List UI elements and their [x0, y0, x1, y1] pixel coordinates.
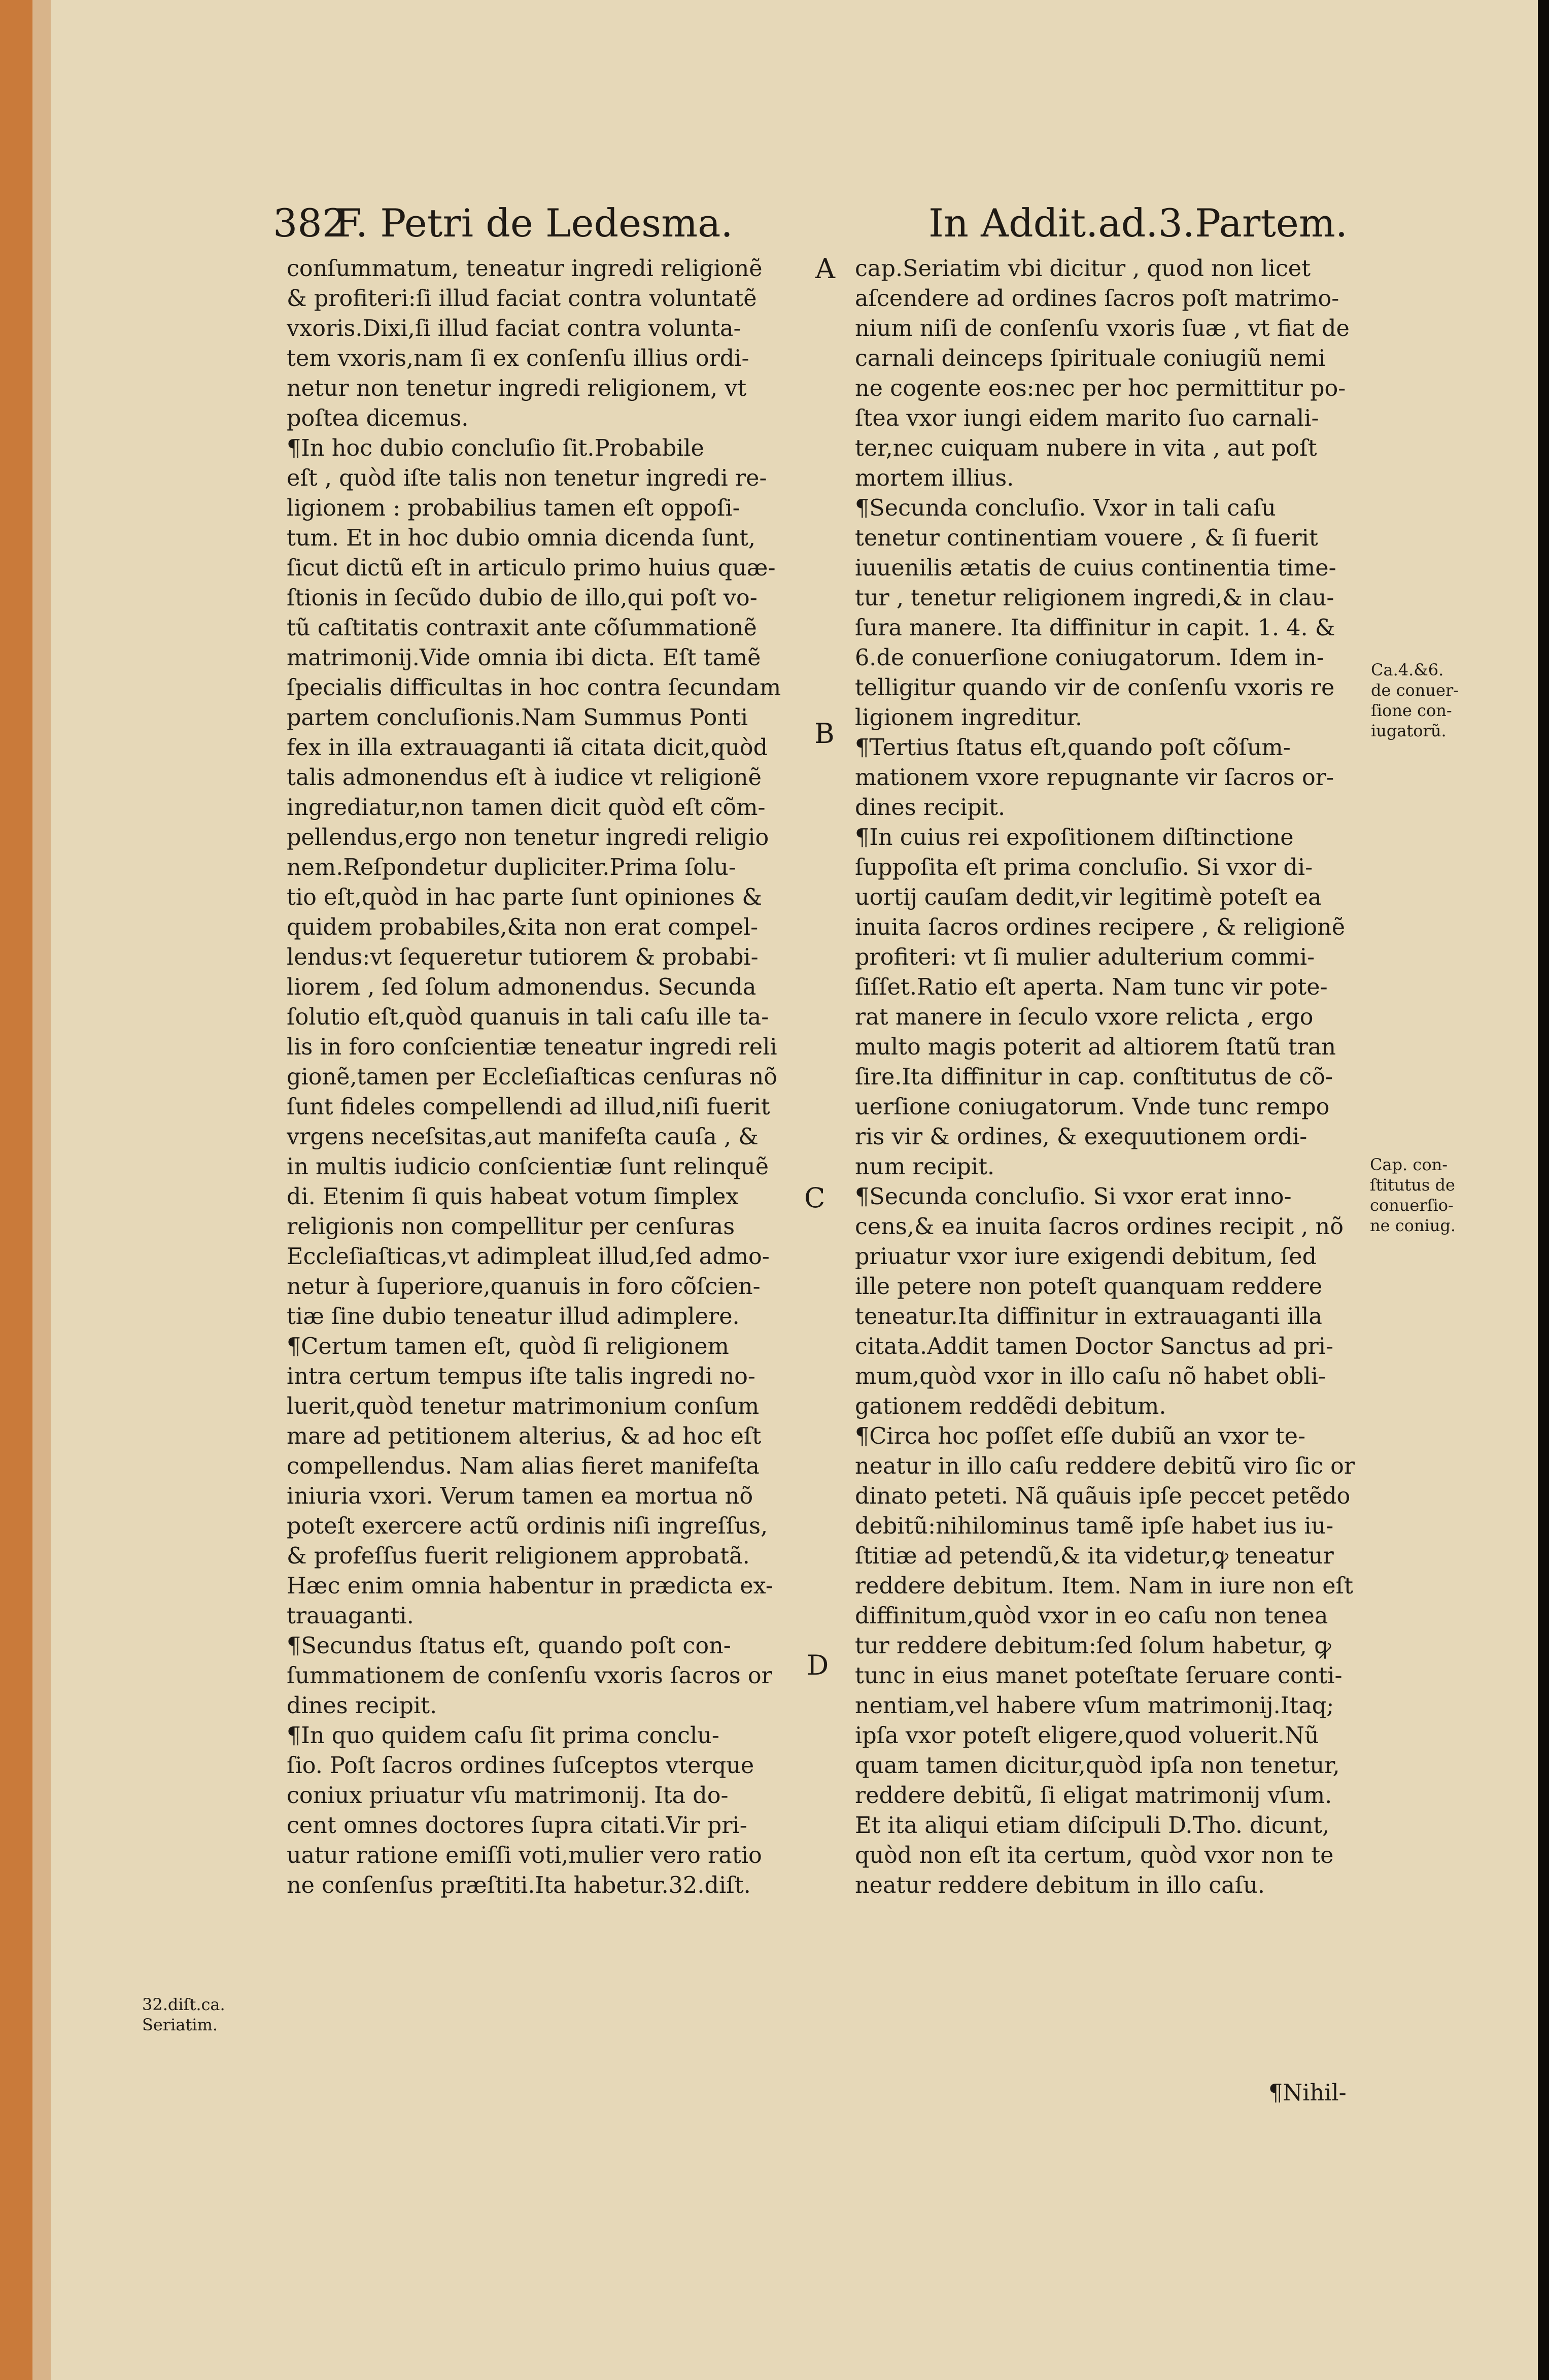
text-line: dinato peteti. Nã quãuis ipſe peccet petẽdo	[855, 1483, 1351, 1509]
text-line: reddere debitũ, ſi eligat matrimonij vſum.	[855, 1783, 1332, 1809]
text-line: compellendus. Nam alias fieret manifeſta	[287, 1453, 760, 1479]
page-number: 382	[273, 200, 347, 246]
text-line: ¶Secundus ſtatus eſt, quando poſt con-	[287, 1633, 731, 1659]
text-line: poteſt exercere actũ ordinis niſi ingreſſus,	[287, 1513, 768, 1539]
text-line: tenetur continentiam vouere , & ſi fuerit	[855, 525, 1318, 551]
text-line: tũ caſtitatis contraxit ante cõſummationẽ	[287, 615, 757, 641]
text-line: ſtionis in ſecũdo dubio de illo,qui poſt vo-	[287, 585, 758, 611]
text-line: nium niſi de conſenſu vxoris ſuæ , vt fiat de	[855, 316, 1350, 342]
text-line: Et ita aliqui etiam diſcipuli D.Tho. dicunt,	[855, 1813, 1330, 1839]
text-line: ter,nec cuiquam nubere in vita , aut poſt	[855, 435, 1317, 461]
right-text-column	[855, 254, 1362, 1900]
text-line: inuita ſacros ordines recipere , & religionẽ	[855, 914, 1346, 940]
text-line: uortij cauſam dedit,vir legitimè poteſt ea	[855, 885, 1322, 910]
margin-note-line: ſtitutus de	[1370, 1175, 1455, 1195]
text-line: ipſa vxor poteſt eligere,quod voluerit.Nũ	[855, 1723, 1319, 1749]
margin-note-right-1	[1371, 660, 1459, 741]
margin-note-right-2	[1370, 1154, 1456, 1236]
text-line: iuuenilis ætatis de cuius continentia time-	[855, 555, 1336, 581]
text-line: poſtea dicemus.	[287, 405, 469, 431]
text-line: teneatur.Ita diffinitur in extrauaganti illa	[855, 1304, 1322, 1330]
text-line: Eccleſiaſticas,vt adimpleat illud,ſed admo-	[287, 1244, 770, 1270]
margin-note-line: 32.diſt.ca.	[142, 1995, 225, 2014]
section-marker-d: D	[807, 1649, 829, 1681]
text-line: profiteri: vt ſi mulier adulterium commi-	[855, 944, 1315, 970]
text-line: netur non tenetur ingredi religionem, vt	[287, 376, 747, 401]
text-line: tum. Et in hoc dubio omnia dicenda ſunt,	[287, 525, 756, 551]
text-line: uatur ratione emiſſi voti,mulier vero ratio	[287, 1843, 762, 1868]
page-gutter	[32, 0, 51, 2380]
text-line: ¶In hoc dubio concluſio ſit.Probabile	[287, 435, 704, 461]
margin-note-line: de conuer-	[1371, 681, 1459, 700]
text-line: ¶Certum tamen eſt, quòd ſi religionem	[287, 1334, 729, 1359]
text-line: ¶Secunda concluſio. Si vxor erat inno-	[855, 1184, 1292, 1210]
text-line: & profiteri:ſi illud faciat contra voluntatẽ	[287, 286, 757, 312]
text-line: quidem probabiles,&ita non erat compel-	[287, 914, 759, 940]
text-line: tio eſt,quòd in hac parte ſunt opiniones &	[287, 885, 762, 910]
text-line: ¶Circa hoc poſſet eſſe dubiũ an vxor te-	[855, 1423, 1306, 1449]
text-line: conſummatum, teneatur ingredi religionẽ	[287, 256, 763, 282]
text-line: trauaganti.	[287, 1603, 414, 1629]
text-line: liorem , ſed ſolum admonendus. Secunda	[287, 974, 756, 1000]
text-line: mortem illius.	[855, 465, 1014, 491]
text-line: ¶In cuius rei expoſitionem diſtinctione	[855, 825, 1294, 851]
margin-note-line: ſione con-	[1371, 701, 1452, 720]
text-line: reddere debitum. Item. Nam in iure non eſt	[855, 1573, 1353, 1599]
text-line: cens,& ea inuita ſacros ordines recipit , nõ	[855, 1214, 1344, 1240]
text-line: luerit,quòd tenetur matrimonium conſum	[287, 1393, 760, 1419]
text-line: mare ad petitionem alterius, & ad hoc eſt	[287, 1423, 762, 1449]
page-right-edge	[1538, 0, 1549, 2380]
text-line: ſunt fideles compellendi ad illud,niſi fuerit	[287, 1094, 770, 1120]
margin-note-line: conuerſio-	[1370, 1196, 1454, 1215]
text-line: ſpecialis difficultas in hoc contra ſecundam	[287, 675, 781, 701]
text-line: neatur reddere debitum in illo caſu.	[855, 1873, 1265, 1898]
text-line: religionis non compellitur per cenſuras	[287, 1214, 735, 1240]
text-line: tiæ ſine dubio teneatur illud adimplere.	[287, 1304, 740, 1330]
text-line: ingrediatur,non tamen dicit quòd eſt cõm-	[287, 795, 766, 821]
catchword: ¶Nihil-	[1268, 2080, 1347, 2106]
text-line: ſio. Poſt ſacros ordines ſuſceptos vterque	[287, 1753, 754, 1779]
margin-note-line: ne coniug.	[1370, 1216, 1456, 1235]
text-line: ſicut dictũ eſt in articulo primo huius quæ-	[287, 555, 776, 581]
text-line: ¶In quo quidem caſu ſit prima conclu-	[287, 1723, 719, 1749]
text-line: gionẽ,tamen per Eccleſiaſticas cenſuras nõ	[287, 1064, 778, 1090]
text-line: rat manere in ſeculo vxore relicta , ergo	[855, 1004, 1314, 1030]
text-line: partem concluſionis.Nam Summus Ponti	[287, 705, 748, 731]
text-line: eſt , quòd iſte talis non tenetur ingredi re-	[287, 465, 767, 491]
text-line: neatur in illo caſu reddere debitũ viro ſic or	[855, 1453, 1355, 1479]
text-line: di. Etenim ſi quis habeat votum ſimplex	[287, 1184, 739, 1210]
text-line: netur à ſuperiore,quanuis in foro cõſcien-	[287, 1274, 761, 1300]
text-line: nem.Reſpondetur dupliciter.Prima ſolu-	[287, 855, 736, 880]
text-line: ſtea vxor iungi eidem marito ſuo carnali-	[855, 405, 1319, 431]
text-line: cent omnes doctores ſupra citati.Vir pri-	[287, 1813, 747, 1839]
text-line: quam tamen dicitur,quòd ipſa non tenetur,	[855, 1753, 1340, 1779]
running-header	[0, 200, 1549, 256]
text-line: dines recipit.	[287, 1693, 437, 1719]
text-line: ſtitiæ ad petendũ,& ita videtur,ꝙ teneatur	[855, 1543, 1334, 1569]
text-line: multo magis poterit ad altiorem ſtatũ tran	[855, 1034, 1336, 1060]
section-marker-a: A	[815, 253, 835, 285]
text-line: tur reddere debitum:ſed ſolum habetur, ꝙ	[855, 1633, 1331, 1659]
text-line: tur , tenetur religionem ingredi,& in clau-	[855, 585, 1334, 611]
text-line: talis admonendus eſt à iudice vt religionẽ	[287, 765, 762, 791]
text-line: coniux priuatur vſu matrimonij. Ita do-	[287, 1783, 729, 1809]
text-line: debitũ:nihilominus tamẽ ipſe habet ius iu-	[855, 1513, 1334, 1539]
text-line: gationem reddẽdi debitum.	[855, 1393, 1166, 1419]
text-line: ne conſenſus præſtiti.Ita habetur.32.diſt.	[287, 1873, 751, 1898]
margin-note-left	[142, 1994, 225, 2035]
text-line: 6.de conuerſione coniugatorum. Idem in-	[855, 645, 1324, 671]
text-line: cap.Seriatim vbi dicitur , quod non licet	[855, 256, 1311, 282]
left-running-title: F. Petri de Ledesma.	[335, 200, 733, 246]
text-line: iniuria vxori. Verum tamen ea mortua nõ	[287, 1483, 753, 1509]
text-line: mationem vxore repugnante vir ſacros or-	[855, 765, 1334, 791]
text-line: ne cogente eos:nec per hoc permittitur po-	[855, 376, 1346, 401]
text-line: ¶Secunda concluſio. Vxor in tali caſu	[855, 495, 1276, 521]
text-line: ſura manere. Ita diffinitur in capit. 1. 4. &	[855, 615, 1335, 641]
margin-note-line: Cap. con-	[1370, 1155, 1448, 1174]
section-marker-b: B	[814, 718, 835, 750]
text-line: citata.Addit tamen Doctor Sanctus ad pri-	[855, 1334, 1334, 1359]
text-line: tem vxoris,nam ſi ex conſenſu illius ordi-	[287, 346, 749, 371]
text-line: tunc in eius manet poteſtate ſeruare conti-	[855, 1663, 1343, 1689]
text-line: aſcendere ad ordines ſacros poſt matrimo-	[855, 286, 1339, 312]
margin-note-line: Ca.4.&6.	[1371, 660, 1444, 679]
text-line: dines recipit.	[855, 795, 1006, 821]
text-line: uerſione coniugatorum. Vnde tunc rempo	[855, 1094, 1330, 1120]
text-line: vrgens neceſsitas,aut manifeſta cauſa , &	[287, 1124, 759, 1150]
text-line: ris vir & ordines, & exequutionem ordi-	[855, 1124, 1307, 1150]
text-line: quòd non eſt ita certum, quòd vxor non te	[855, 1843, 1334, 1868]
text-line: telligitur quando vir de conſenſu vxoris re	[855, 675, 1335, 701]
margin-note-line: Seriatim.	[142, 2015, 218, 2034]
text-line: ſire.Ita diffinitur in cap. conſtitutus de cõ-	[855, 1064, 1333, 1090]
right-running-title: In Addit.ad.3.Partem.	[928, 200, 1348, 246]
text-line: ſuppoſita eſt prima concluſio. Si vxor di-	[855, 855, 1313, 880]
text-line: in multis iudicio conſcientiæ ſunt relinquẽ	[287, 1154, 769, 1180]
text-line: lendus:vt ſequeretur tutiorem & probabi-	[287, 944, 759, 970]
text-line: pellendus,ergo non tenetur ingredi religio	[287, 825, 769, 851]
left-text-column	[287, 254, 814, 1900]
section-marker-c: C	[804, 1182, 825, 1214]
text-line: ſolutio eſt,quòd quanuis in tali caſu ille ta-	[287, 1004, 769, 1030]
text-line: ¶Tertius ſtatus eſt,quando poſt cõſum-	[855, 735, 1291, 761]
text-line: ſummationem de conſenſu vxoris ſacros or	[287, 1663, 772, 1689]
margin-note-line: iugatorũ.	[1371, 721, 1447, 740]
text-line: mum,quòd vxor in illo caſu nõ habet obli-	[855, 1364, 1326, 1389]
text-line: & profeſſus fuerit religionem approbatã.	[287, 1543, 750, 1569]
text-line: intra certum tempus iſte talis ingredi no-	[287, 1364, 755, 1389]
text-line: priuatur vxor iure exigendi debitum, ſed	[855, 1244, 1317, 1270]
text-line: fex in illa extrauaganti iã citata dicit,quòd	[287, 735, 768, 761]
text-line: ligionem ingreditur.	[855, 705, 1083, 731]
text-line: ille petere non poteſt quanquam reddere	[855, 1274, 1323, 1300]
text-line: vxoris.Dixi,ſi illud faciat contra volunta-	[287, 316, 741, 342]
text-line: ligionem : probabilius tamen eſt oppoſi-	[287, 495, 740, 521]
text-line: num recipit.	[855, 1154, 995, 1180]
text-line: Hæc enim omnia habentur in prædicta ex-	[287, 1573, 773, 1599]
text-line: nentiam,vel habere vſum matrimonij.Itaq;	[855, 1693, 1334, 1719]
text-line: matrimonij.Vide omnia ibi dicta. Eſt tamẽ	[287, 645, 761, 671]
text-line: carnali deinceps ſpirituale coniugiũ nemi	[855, 346, 1326, 371]
text-line: lis in foro conſcientiæ teneatur ingredi reli	[287, 1034, 777, 1060]
page-edge	[0, 0, 32, 2380]
text-line: diffinitum,quòd vxor in eo caſu non tenea	[855, 1603, 1328, 1629]
text-line: ſiſſet.Ratio eſt aperta. Nam tunc vir pote-	[855, 974, 1328, 1000]
